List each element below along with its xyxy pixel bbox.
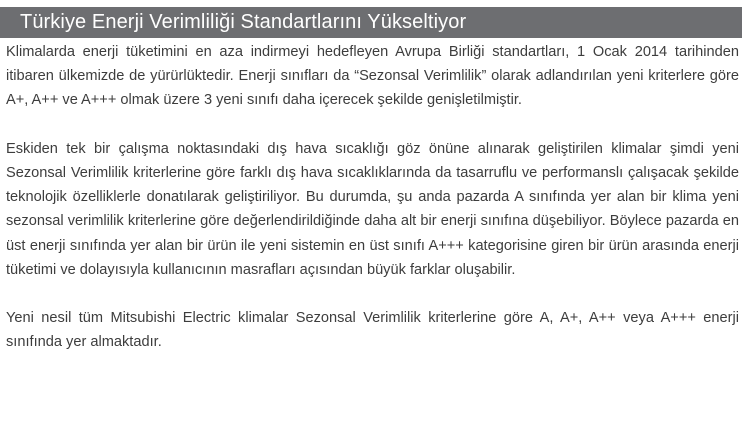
paragraph-standards: Klimalarda enerji tüketimini en aza indirmeyi hedefleyen Avrupa Birliği standartları, 1 Ocak 2014 tarihinden itibaren ülkemizde de yürürlüktedir. Enerji sınıfları da “Sezonsal Verimlilik” olarak adlandırılan yeni kriterlere göre A+, A++ ve A+++ olmak üzere 3 yeni sınıfı daha içerecek şekilde genişletilmiştir. [6,44,739,109]
page-title-bar [0,7,742,38]
page-title: Türkiye Enerji Verimliliği Standartlarını Yükseltiyor [20,11,467,33]
article-body [6,40,739,355]
paragraph-mitsubishi: Yeni nesil tüm Mitsubishi Electric klimalar Sezonsal Verimlilik kriterlerine göre A, A+, A++ veya A+++ enerji sınıfında yer almaktadır. [6,310,739,351]
paragraph-seasonal-efficiency: Eskiden tek bir çalışma noktasındaki dış hava sıcaklığı göz önüne alınarak geliştirilen klimalar şimdi yeni Sezonsal Verimlilik kriterlerine göre farklı dış hava sıcaklıklarında da tasarruflu ve performanslı çalışacak şekilde teknolojik özelliklerle donatılarak geliştiriliyor. Bu durumda, şu anda pazarda A sınıfında yer alan bir klima yeni sezonsal verimlilik kriterlerine göre değerlendirildiğinde daha alt bir enerji sınıfına düşebiliyor. Böylece pazarda en üst enerji sınıfında yer alan bir ürün ile yeni sistemin en üst sınıfı A+++ kategorisine giren bir ürün arasında enerji tüketimi ve dolayısıyla kullanıcının masrafları açısından büyük farklar oluşabilir. [6,140,739,278]
